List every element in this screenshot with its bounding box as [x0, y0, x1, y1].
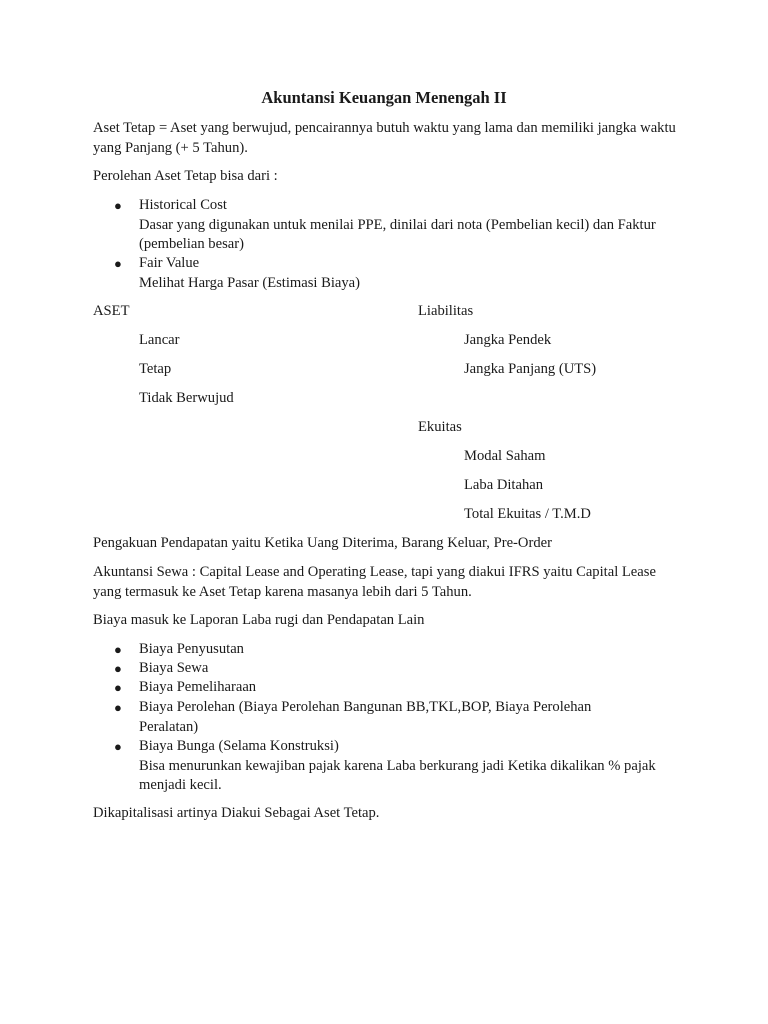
- list-item-label: Biaya Perolehan (Biaya Perolehan Bangunan BB,TKL,BOP, Biaya Perolehan Peralatan): [139, 699, 592, 735]
- liabilitas-item: Jangka Pendek: [464, 332, 552, 348]
- ekuitas-item: Total Ekuitas / T.M.D: [464, 506, 591, 522]
- aset-item: Lancar: [139, 332, 180, 348]
- bullet-icon: ●: [114, 680, 122, 695]
- list-item-label: Fair Value: [139, 255, 200, 271]
- paragraph-perolehan: Perolehan Aset Tetap bisa dari :: [93, 168, 278, 184]
- list-item-label: Biaya Sewa: [139, 660, 209, 676]
- list-item-detail: Melihat Harga Pasar (Estimasi Biaya): [139, 274, 361, 291]
- list-item-label: Biaya Penyusutan: [139, 641, 244, 657]
- bullet-icon: ●: [114, 642, 122, 657]
- list-item-label: Biaya Pemeliharaan: [139, 679, 257, 695]
- paragraph-pengakuan-pendapatan: Pengakuan Pendapatan yaitu Ketika Uang Diterima, Barang Keluar, Pre-Order: [93, 535, 552, 551]
- list-item-label: Historical Cost: [139, 197, 227, 213]
- bullet-icon: ●: [114, 700, 122, 715]
- paragraph-biaya: Biaya masuk ke Laporan Laba rugi dan Pendapatan Lain: [93, 612, 425, 628]
- bullet-icon: ●: [114, 661, 122, 676]
- aset-item: Tetap: [139, 361, 172, 377]
- bullet-icon: ●: [114, 198, 122, 213]
- paragraph-akuntansi-sewa: Akuntansi Sewa : Capital Lease and Operating Lease, tapi yang diakui IFRS yaitu Capital Lease yang termasuk ke Aset Tetap karena masanya lebih dari 5 Tahun.: [93, 564, 656, 600]
- aset-item: Tidak Berwujud: [139, 390, 234, 406]
- list-item-label: Biaya Bunga (Selama Konstruksi): [139, 738, 339, 754]
- liabilitas-item: Jangka Panjang (UTS): [464, 361, 597, 377]
- bullet-icon: ●: [114, 739, 122, 754]
- document-title: Akuntansi Keuangan Menengah II: [261, 88, 507, 107]
- bullet-icon: ●: [114, 256, 122, 271]
- liabilitas-header: Liabilitas: [418, 303, 474, 319]
- paragraph-dikapitalisasi: Dikapitalisasi artinya Diakui Sebagai Aset Tetap.: [93, 805, 380, 821]
- ekuitas-item: Laba Ditahan: [464, 477, 544, 493]
- list-item-detail: Bisa menurunkan kewajiban pajak karena Laba berkurang jadi Ketika dikalikan % pajak menjadi kecil.: [139, 757, 656, 793]
- list-item-detail: Dasar yang digunakan untuk menilai PPE, dinilai dari nota (Pembelian kecil) dan Faktur (pembelian besar): [139, 216, 656, 252]
- ekuitas-header: Ekuitas: [418, 419, 462, 435]
- paragraph-aset-tetap: Aset Tetap = Aset yang berwujud, pencairannya butuh waktu yang lama dan memiliki jangka waktu yang Panjang (+ 5 Tahun).: [93, 120, 676, 156]
- aset-header: ASET: [93, 303, 130, 319]
- ekuitas-item: Modal Saham: [464, 448, 546, 464]
